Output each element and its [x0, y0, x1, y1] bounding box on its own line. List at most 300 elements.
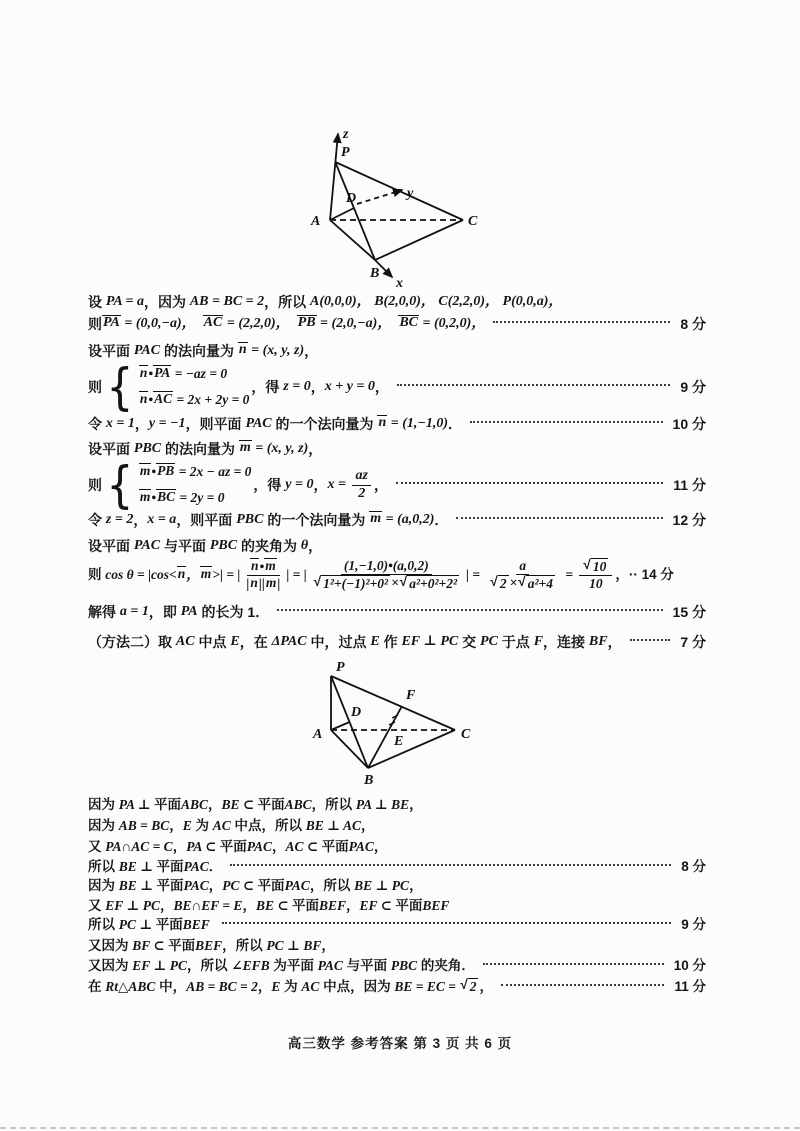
math-run: cos θ = |cos<	[105, 567, 177, 582]
math-run: y = 0	[285, 477, 314, 492]
math-run: AC	[175, 634, 195, 649]
axis-label-y: y	[407, 186, 414, 201]
text-run: ，	[134, 416, 149, 432]
math-run: |	[277, 575, 281, 591]
y-axis	[357, 190, 402, 204]
math-run: PAC	[183, 859, 209, 874]
figure-tetrahedron-EF	[296, 658, 500, 790]
text-run: 又因为	[88, 938, 133, 953]
math-run: = 2y = 0	[176, 490, 225, 505]
dotted-leader	[630, 639, 671, 641]
answer-line-5	[88, 414, 706, 434]
text-run: 交	[458, 634, 481, 650]
fraction-denominator	[243, 576, 283, 592]
math-run: PA = a	[105, 294, 144, 309]
math-run: PBC	[209, 538, 238, 553]
math-run: •	[148, 366, 154, 381]
math-run: PC ⊥	[118, 917, 156, 932]
text-run: 中点，因为	[319, 979, 395, 994]
vertex-label-D: D	[346, 191, 357, 206]
math-run: ∠EFB	[231, 958, 270, 973]
math-run: z = 0	[283, 379, 311, 394]
math-run: z = 2	[105, 512, 134, 527]
text-run: ，所以	[222, 938, 267, 953]
math-run: |	[246, 575, 250, 591]
vector-term: m	[265, 558, 276, 574]
vector-term: BC	[157, 489, 176, 505]
text-run: 平面	[257, 797, 285, 812]
text-run: 因为	[88, 878, 119, 893]
text-run: ，	[310, 379, 325, 395]
vertex-label-A: A	[311, 214, 321, 229]
fraction-denominator: 2	[358, 485, 366, 501]
page-footer: 高三数学 参考答案 第 3 页 共 6 页	[287, 1036, 513, 1051]
vector-term: n	[378, 415, 387, 431]
text-run: ，连接	[543, 634, 589, 650]
text-run: 解得	[88, 604, 120, 620]
math-run: ΔPAC	[271, 634, 307, 649]
text-run: 为平面	[269, 958, 318, 973]
math-run: EF ⊥ PC	[105, 898, 160, 913]
math-run: BF ⊂	[132, 938, 169, 953]
text-run: 的长为 1．	[197, 604, 270, 620]
text-run: ，得	[253, 477, 286, 493]
text-run: 与平面	[342, 958, 391, 973]
math-run: AC	[212, 818, 231, 833]
text-run: 平面	[153, 797, 181, 812]
text-run: ，	[304, 343, 319, 359]
math-run: PAC	[246, 839, 273, 854]
text-run: 为	[191, 818, 213, 833]
answer-line-20	[88, 936, 706, 956]
math-run: = (x, y, z)	[247, 343, 305, 358]
text-run: ，	[169, 818, 183, 833]
fraction-numerator	[247, 559, 280, 576]
text-run: ，所以	[311, 797, 356, 812]
radicand: a²+4	[527, 575, 553, 591]
text-run: 的夹角．	[417, 958, 475, 973]
vertex-label-C: C	[468, 214, 478, 229]
math-run: y = −1	[148, 416, 186, 431]
text-run: 中，	[155, 979, 187, 994]
math-run: BE∩EF = E	[173, 898, 243, 913]
text-run: 平面	[395, 898, 423, 913]
answer-line-22	[88, 977, 706, 997]
text-run: ，	[308, 441, 323, 457]
math-run: ABC	[180, 797, 208, 812]
math-run: PC ⊥ BF	[266, 938, 322, 953]
text-run: 平面	[156, 859, 184, 874]
radical-sign: √	[313, 573, 322, 589]
math-run: ABC	[284, 797, 312, 812]
answer-line-2	[88, 314, 706, 334]
math-run: •	[148, 392, 154, 407]
figure-tetrahedron-axes	[296, 124, 500, 292]
answer-line-17	[88, 876, 706, 896]
math-run: PA ⊂	[186, 839, 220, 854]
dotted-leader	[396, 482, 663, 484]
math-run: AC ⊂	[285, 839, 322, 854]
dotted-leader	[493, 321, 670, 323]
math-run: F	[533, 634, 544, 649]
math-run: = (2,2,0)，	[223, 316, 297, 331]
math-run: BEF	[422, 898, 450, 913]
vertex-label-C: C	[461, 727, 471, 742]
vertex-label-B: B	[370, 266, 380, 281]
text-run: ，	[133, 512, 148, 528]
text-run: 与平面	[160, 538, 210, 554]
vector-term: n	[139, 365, 148, 381]
text-run: ，	[373, 839, 388, 854]
math-run: | =	[466, 567, 484, 582]
dotted-leader	[222, 922, 672, 924]
text-run: ，	[208, 878, 223, 893]
text-run: 于点	[497, 634, 534, 650]
score-mark: 10 分	[673, 958, 706, 973]
text-run: 则	[88, 567, 106, 582]
text-run: ，	[409, 797, 423, 812]
math-run: PA∩AC = C	[105, 839, 173, 854]
text-run	[210, 915, 214, 935]
score-mark: 7 分	[680, 634, 706, 650]
radical	[518, 575, 555, 592]
math-run: = (1,−1,0)	[387, 416, 449, 431]
text-run: ，所以	[264, 294, 311, 310]
vector-term: n	[238, 342, 247, 358]
math-run: BEF	[182, 917, 210, 932]
math-run: PAC	[284, 878, 310, 893]
score-mark: 8 分	[681, 859, 706, 874]
vertex-label-F: F	[406, 688, 416, 703]
equation-row	[139, 462, 252, 482]
math-run: PAC	[348, 839, 374, 854]
answer-line-15	[88, 837, 706, 857]
radical	[583, 558, 608, 575]
vector-term: n	[177, 566, 186, 582]
score-mark: 9 分	[680, 379, 706, 395]
answer-line-12-method2	[88, 632, 706, 652]
text-run: 为	[280, 979, 302, 994]
scan-edge-line	[0, 1127, 800, 1129]
text-run: 所以	[88, 859, 119, 874]
vertex-label-B: B	[364, 773, 374, 788]
text-run: 则	[88, 316, 102, 332]
text-run: ，得	[251, 379, 284, 395]
answer-line-3	[88, 341, 706, 361]
math-run: x + y = 0	[324, 379, 375, 394]
vector-term: PA	[103, 315, 120, 331]
math-run: = (2,0,−a)，	[316, 316, 399, 331]
vertex-label-A: A	[313, 727, 323, 742]
math-run: PBC	[236, 512, 264, 527]
answer-line-8	[88, 510, 706, 530]
fraction-denominator	[310, 575, 463, 592]
math-run: E	[271, 979, 281, 994]
score-mark: 11 分	[673, 477, 706, 493]
score-mark: 11 分	[674, 979, 706, 994]
fraction-denominator	[486, 575, 559, 592]
text-run: ，则平面	[185, 416, 246, 432]
radicand: 2	[499, 575, 507, 591]
vertex-label-P: P	[341, 145, 350, 160]
math-run: PA ⊥ BE	[355, 797, 410, 812]
fraction-numerator: az	[352, 468, 370, 485]
text-run: 设平面	[88, 538, 134, 554]
vector-term: m	[139, 463, 151, 479]
fraction-numerator: a	[516, 558, 529, 575]
text-run: ，	[242, 898, 256, 913]
radical-sign: √	[583, 557, 591, 573]
answer-line-19	[88, 915, 706, 935]
radicand: 2	[469, 979, 477, 995]
text-run: ，	[373, 477, 388, 493]
math-run: PC	[480, 634, 498, 649]
radical-sign: √	[460, 977, 468, 993]
vector-term: m	[200, 566, 212, 582]
text-run: 又	[88, 839, 106, 854]
answer-line-7-system	[88, 456, 706, 514]
math-run: E	[230, 634, 240, 649]
vector-term: m	[239, 440, 251, 456]
equation-system	[139, 462, 252, 508]
math-run: •	[151, 464, 157, 479]
math-run: = (a,0,2)	[382, 512, 435, 527]
math-run: =	[561, 567, 577, 582]
math-run: PBC	[133, 441, 162, 456]
text-run: ，因为	[143, 294, 190, 310]
text-run: ，	[409, 878, 423, 893]
score-mark: 15 分	[672, 604, 706, 620]
text-run: 因为	[88, 818, 119, 833]
answer-line-6	[88, 439, 706, 459]
math-run: PC ⊂	[222, 878, 258, 893]
text-run: ，即	[148, 604, 181, 620]
radical	[314, 575, 390, 592]
math-run: PAC	[133, 538, 161, 553]
fraction-numerator: (1,−1,0)•(a,0,2)	[341, 558, 432, 575]
text-run: （方法二）取	[88, 634, 176, 650]
text-run: ，	[172, 839, 187, 854]
radical-sign: √	[490, 573, 498, 589]
brace-glyph: {	[106, 456, 134, 514]
text-run: 的夹角为	[237, 538, 301, 554]
text-run: ，所以	[187, 958, 232, 973]
math-run: •	[259, 558, 265, 574]
text-run: ，	[208, 797, 222, 812]
radical-sign: √	[518, 573, 526, 589]
text-run: ，	[615, 567, 629, 582]
math-run: ×	[509, 575, 518, 591]
dotted-leader	[470, 421, 663, 423]
math-run: ，	[186, 567, 200, 582]
math-run: = (0,0,−a)，	[120, 316, 203, 331]
vector-term: n	[139, 391, 148, 407]
math-run: A(0,0,0)， B(2,0,0)， C(2,2,0)， P(0,0,a)，	[310, 294, 563, 309]
math-run: BF	[588, 634, 608, 649]
math-run: PAC	[133, 343, 161, 358]
answer-line-1	[88, 292, 706, 312]
math-run: = −az = 0	[171, 366, 228, 381]
math-run: = 2x + 2y = 0	[173, 392, 250, 407]
vertex-label-D: D	[351, 705, 362, 720]
text-run: 平面	[219, 839, 247, 854]
text-run: 平面	[156, 878, 184, 893]
math-run: PBC	[390, 958, 418, 973]
text-run: ，	[272, 839, 286, 854]
answer-line-11	[88, 602, 706, 622]
radical	[490, 575, 508, 592]
text-run: 在	[88, 979, 106, 994]
text-run: 则	[88, 477, 102, 493]
text-run: 平面	[168, 938, 196, 953]
math-run: BE ⊥ PC	[354, 878, 410, 893]
math-run: PAC	[183, 878, 209, 893]
dotted-leader	[483, 963, 664, 965]
text-run: ，	[346, 898, 360, 913]
text-run: ，所以	[309, 878, 355, 893]
math-run: = (0,2,0)，	[419, 316, 486, 331]
fraction-numerator	[579, 558, 612, 576]
fraction	[579, 558, 612, 592]
dotted-leader	[230, 864, 671, 866]
equation-row	[139, 390, 250, 410]
radicand: 1²+(−1)²+0²	[323, 575, 389, 591]
fraction	[352, 468, 370, 501]
vector-term: AC	[154, 391, 173, 407]
text-run: ．	[208, 859, 223, 874]
text-run: 又因为	[88, 958, 133, 973]
math-run: PA	[180, 604, 198, 619]
z-axis	[330, 134, 338, 220]
text-run: 又	[88, 898, 106, 913]
math-run: AC	[301, 979, 320, 994]
text-run: ，	[374, 379, 389, 395]
radical-sign: √	[399, 573, 408, 589]
radical	[400, 575, 459, 592]
math-run: = (x, y, z)	[251, 441, 309, 456]
math-run: PA ⊥	[118, 797, 154, 812]
text-run: 设平面	[88, 343, 134, 359]
math-run: = 2x − az = 0	[175, 464, 252, 479]
vector-term: m	[139, 489, 151, 505]
answer-line-13	[88, 795, 706, 815]
text-run: ，	[479, 979, 493, 994]
math-run: •	[151, 490, 157, 505]
math-run: AB = BC = 2	[186, 979, 258, 994]
text-run: 平面	[292, 898, 320, 913]
radicand: a²+0²+2²	[409, 575, 457, 591]
math-run: E	[370, 634, 380, 649]
math-run: BE = EC =	[394, 979, 460, 994]
math-run: PAC	[245, 416, 272, 431]
radical	[460, 978, 478, 995]
text-run: ，则平面	[176, 512, 237, 528]
answer-line-4-system	[88, 358, 706, 416]
text-run: ，	[313, 477, 328, 493]
math-run: a = 1	[119, 604, 149, 619]
vertex-label-E: E	[394, 734, 404, 749]
answer-line-14	[88, 816, 706, 836]
text-run: ．	[434, 512, 449, 528]
score-mark: 8 分	[680, 316, 706, 332]
math-run: ×	[391, 575, 399, 591]
vector-term: PB	[157, 463, 175, 479]
math-run: ||	[258, 575, 265, 591]
fraction	[243, 559, 283, 591]
text-run: ，在	[239, 634, 272, 650]
vector-term: m	[370, 511, 382, 527]
fraction	[486, 558, 559, 592]
short-dots: ··	[628, 567, 642, 582]
math-run: BE ⊂	[221, 797, 258, 812]
math-run: EF ⊂	[359, 898, 396, 913]
math-run: >| = |	[212, 567, 241, 582]
math-run: E	[182, 818, 192, 833]
text-run: 因为	[88, 797, 119, 812]
text-run: ．	[448, 416, 463, 432]
equation-row	[139, 488, 252, 508]
math-run: | = |	[286, 567, 307, 582]
math-run: x =	[327, 477, 350, 492]
math-run: PAC	[317, 958, 343, 973]
text-run: 的法向量为	[160, 343, 238, 359]
brace-glyph: {	[106, 358, 134, 416]
fraction	[310, 558, 463, 592]
equation-system	[139, 364, 250, 410]
text-run: ，	[321, 938, 335, 953]
axis-label-z: z	[343, 127, 349, 142]
vector-term: AC	[203, 315, 223, 331]
math-run: θ	[300, 538, 309, 553]
text-run: ，	[607, 634, 622, 650]
math-run: AB = BC	[118, 818, 170, 833]
vector-term: n	[250, 558, 259, 574]
text-run: 设	[88, 294, 106, 310]
dotted-leader	[501, 984, 664, 986]
text-run: 中点，所以	[230, 818, 306, 833]
radicand: 10	[592, 559, 607, 575]
text-run: 的一个法向量为	[263, 512, 370, 528]
math-run: BE ⊥ AC	[305, 818, 362, 833]
math-run: EF ⊥ PC	[132, 958, 187, 973]
dotted-leader	[277, 609, 662, 611]
math-run: AB = BC = 2	[189, 294, 265, 309]
text-run: 的一个法向量为	[271, 416, 378, 432]
text-run: 所以	[88, 917, 119, 932]
text-run: 中，过点	[306, 634, 371, 650]
vector-term: n	[250, 574, 258, 590]
vector-term: BC	[399, 315, 419, 331]
math-run: x = 1	[105, 416, 135, 431]
math-run: Rt△ABC	[105, 979, 156, 994]
dotted-leader	[456, 517, 662, 519]
answer-line-16	[88, 857, 706, 877]
vector-term: PB	[297, 315, 316, 331]
text-run: 平面	[257, 878, 285, 893]
vertex-label-P: P	[336, 660, 345, 675]
answer-line-18	[88, 896, 706, 916]
text-run: 平面	[155, 917, 183, 932]
text-run: 令	[88, 512, 106, 528]
answer-line-10-cosine	[88, 553, 706, 597]
text-run: 平面	[321, 839, 349, 854]
math-run: BE ⊥	[118, 859, 157, 874]
text-run: ，	[361, 818, 375, 833]
text-run: ，	[257, 979, 272, 994]
score-mark: 9 分	[681, 917, 706, 932]
fraction-denominator: 10	[589, 576, 603, 592]
vector-term: m	[265, 574, 277, 590]
